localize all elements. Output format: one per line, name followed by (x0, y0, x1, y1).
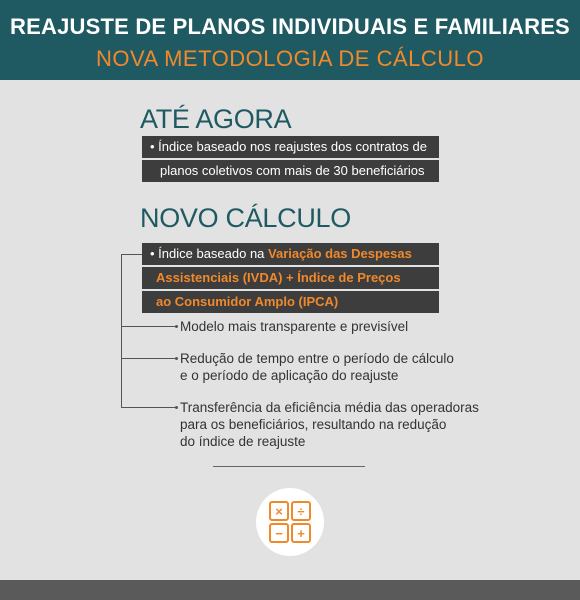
connector-top (121, 254, 142, 255)
page-subtitle: NOVA METODOLOGIA DE CÁLCULO (95, 46, 484, 71)
bullet-item-2-line1: Redução de tempo entre o período de cálculo (180, 351, 454, 366)
novo-calculo-highlight-3: ao Consumidor Amplo (IPCA) (156, 294, 339, 309)
ate-agora-text-line1: • Índice baseado nos reajustes dos contratos de (150, 139, 428, 154)
bullet-item-1-line1: Modelo mais transparente e previsível (180, 319, 409, 334)
header-banner (0, 0, 580, 80)
connector-vertical (121, 254, 122, 407)
novo-calculo-highlight-2: Assistenciais (IVDA) + Índice de Preços (156, 270, 401, 285)
bullet-item-3-line2: para os beneficiários, resultando na redução (180, 417, 447, 432)
connector-bullet-1 (121, 326, 176, 327)
minus-symbol: − (269, 523, 289, 543)
novo-calculo-bar-line3 (142, 291, 439, 313)
ate-agora-bar-line2 (142, 160, 439, 182)
novo-calculo-bar-line2 (142, 267, 439, 289)
calculator-grid (269, 501, 311, 543)
bullet-item-1 (180, 318, 408, 335)
novo-calculo-highlight-1: Variação das Despesas (268, 246, 412, 261)
bullet-item-2-line2: e o período de aplicação do reajuste (180, 368, 399, 383)
connector-bullet-3 (121, 407, 176, 408)
connector-dot-1 (175, 325, 178, 328)
novo-calculo-text-prefix: • Índice baseado na (150, 246, 269, 261)
section-title-ate-agora: ATÉ AGORA (140, 104, 292, 134)
calculator-icon (256, 488, 324, 556)
bullet-item-2 (180, 350, 454, 384)
novo-calculo-bar-line1 (142, 243, 439, 265)
section-title-novo-calculo: NOVO CÁLCULO (140, 203, 351, 233)
connector-dot-3 (175, 406, 178, 409)
bullet-item-3 (180, 399, 479, 450)
multiply-symbol: × (269, 501, 289, 521)
page-title: REAJUSTE DE PLANOS INDIVIDUAIS E FAMILIARES (10, 14, 570, 39)
connector-dot-2 (175, 357, 178, 360)
ate-agora-text-line2: planos coletivos com mais de 30 beneficiários (160, 163, 425, 178)
connector-bullet-2 (121, 358, 176, 359)
ate-agora-bar-line1 (142, 136, 439, 158)
bullet-item-3-line1: Transferência da eficiência média das operadoras (180, 400, 479, 415)
plus-symbol: + (291, 523, 311, 543)
divider (213, 466, 365, 467)
divide-symbol: ÷ (291, 501, 311, 521)
footer-bar (0, 580, 580, 600)
bullet-item-3-line3: do índice de reajuste (180, 434, 306, 449)
